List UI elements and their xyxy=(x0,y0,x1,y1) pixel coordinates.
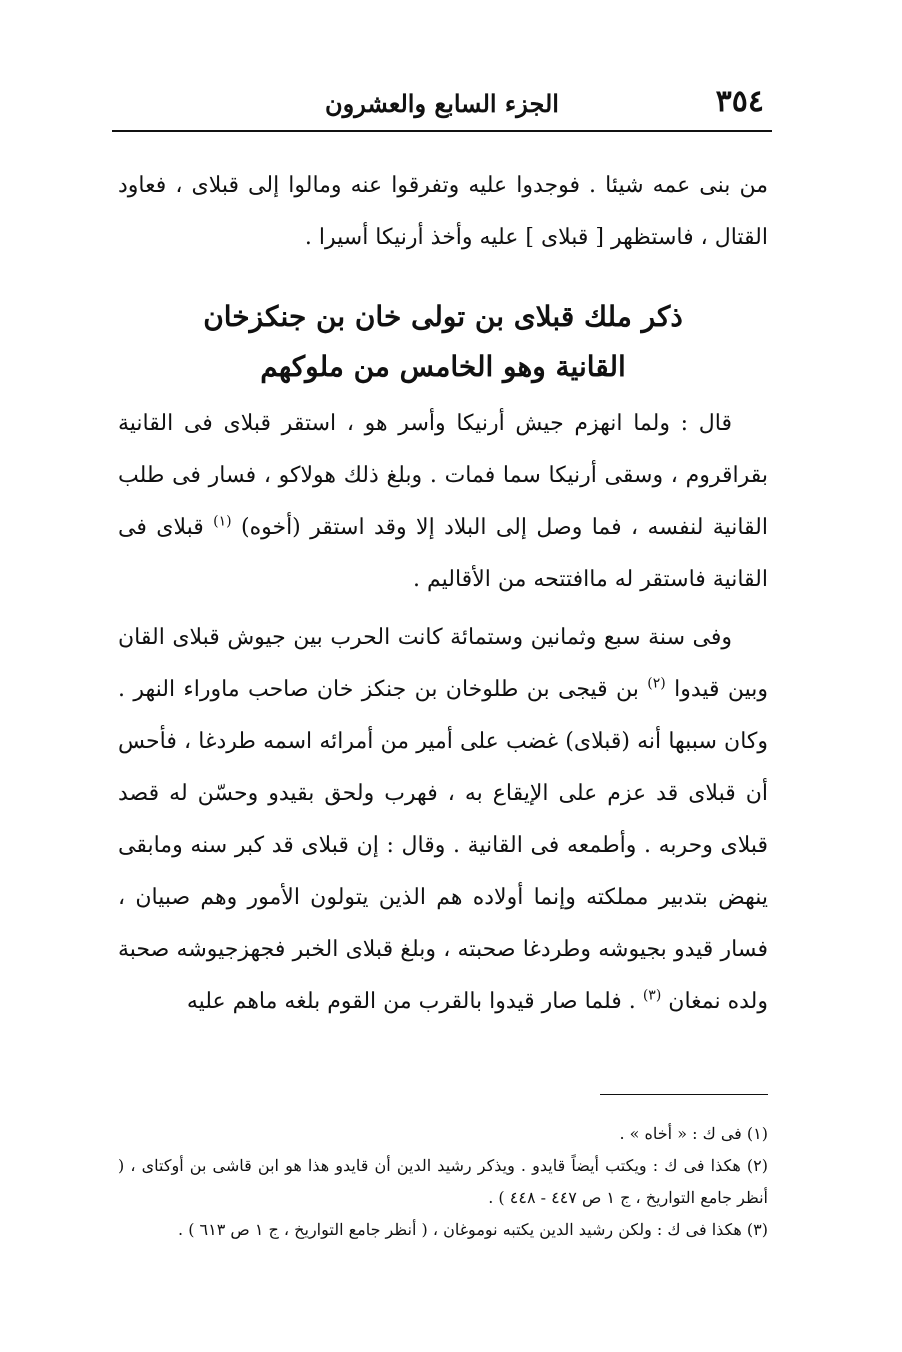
section-heading-line-1: ذكر ملك قبلاى بن تولى خان بن جنكزخان xyxy=(203,300,683,333)
paragraph-2-text-a: قال : ولما انهزم جيش أرنيكا وأسر هو ، استقر قبلاى فى القانية بقراقروم ، وسقى أرنيكا سما فمات . وبلغ ذلك هولاكو ، فسار فى طلب القانية لنفسه ، فما وصل إلى البلاد إلا وقد استقر (أخوه) xyxy=(118,411,769,540)
header-rule xyxy=(112,130,772,132)
footnote-separator xyxy=(600,1094,768,1095)
paragraph-2 xyxy=(118,398,768,606)
paragraph-2-text-b: قبلاى فى القانية فاستقر له ماافتتحه من الأقاليم . xyxy=(118,515,768,592)
footnote-ref-2: (٢) xyxy=(647,675,666,692)
page-header xyxy=(112,82,772,122)
footnote-ref-3: (٣) xyxy=(642,987,662,1004)
footnote-1: (١) فى ك : « أخاه » . xyxy=(619,1124,768,1143)
footnotes xyxy=(118,1118,768,1246)
section-heading-line-2: القانية وهو الخامس من ملوكهم xyxy=(260,350,626,383)
paragraph-continued: من بنى عمه شيئا . فوجدوا عليه وتفرقوا عنه ومالوا إلى قبلاى ، فعاود القتال ، فاستظهر [ قبلاى ] عليه وأخذ أرنيكا أسيرا . xyxy=(118,173,768,250)
paragraph-3-text-c: . فلما صار قيدوا بالقرب من القوم بلغه ماهم عليه xyxy=(186,989,636,1014)
footnote-3: (٣) هكذا فى ك : ولكن رشيد الدين يكتبه نوموغان ، ( أنظر جامع التواريخ ، ج ١ ص ٦١٣ ) . xyxy=(178,1220,768,1239)
section-heading xyxy=(118,292,768,392)
paragraph-3-text-b: بن قيجى بن طلوخان بن جنكز خان صاحب ماوراء النهر . وكان سببها أنه (قبلاى) غضب على أمير من أمرائه اسمه طردغا ، فأحس أن قبلاى قد عزم على الإيقاع به ، فهرب ولحق بقيدو وحسّن له قصد قبلاى وحربه . وأطمعه فى القانية . وقال : إن قبلاى قد كبر سنه ومابقى ينهض بتدبير مملكته وإنما أولاده هم الذين يتولون الأمور وهم صبيان ، فسار قيدو بجيوشه وطردغا صحبته ، وبلغ قبلاى الخبر فجهزجيوشه صحبة ولده نمغان xyxy=(118,677,768,1014)
footnote-2: (٢) هكذا فى ك : ويكتب أيضاً قايدو . ويذكر رشيد الدين أن قايدو هذا هو ابن قاشى بن أوكتاى ، ( أنظر جامع التواريخ ، ج ١ ص ٤٤٧ - ٤٤٨ ) . xyxy=(118,1156,768,1207)
page-number: ٣٥٤ xyxy=(715,84,764,119)
paragraph-3 xyxy=(118,612,768,1028)
footnote-ref-1: (١) xyxy=(213,513,232,530)
running-title: الجزء السابع والعشرون xyxy=(325,89,559,118)
paragraph-3-text-a: وفى سنة سبع وثمانين وستمائة كانت الحرب بين جيوش قبلاى القان وبين قيدوا xyxy=(118,625,768,702)
